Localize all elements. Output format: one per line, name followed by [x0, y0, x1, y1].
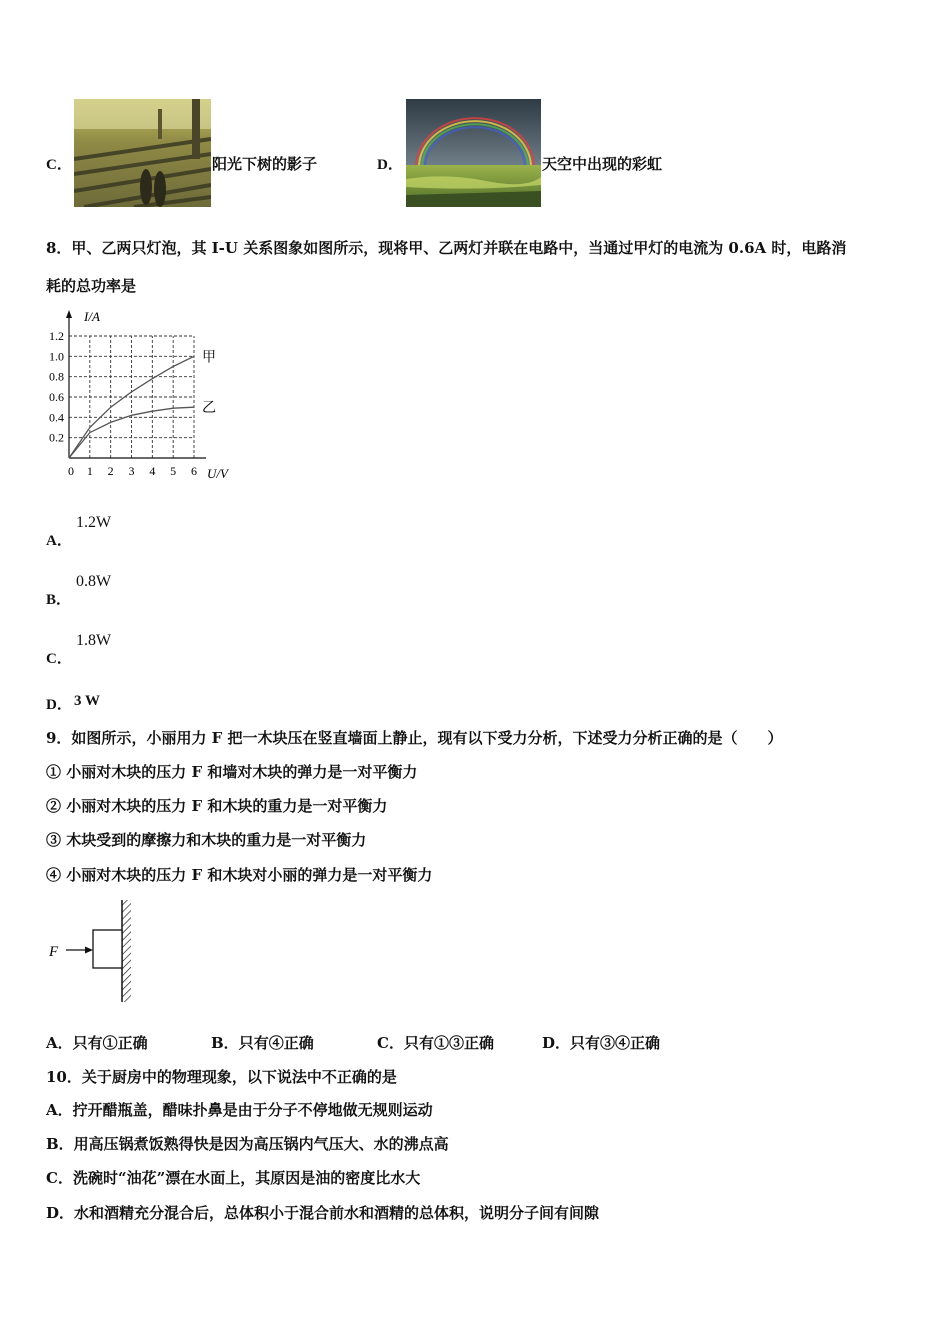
q10-option-c: C．洗碗时“油花”漂在水面上，其原因是油的密度比水大: [46, 1169, 421, 1187]
x-tick-label: 1: [86, 464, 93, 478]
y-tick-label: 0.8: [49, 369, 64, 384]
q9-option-c: C．只有①③正确: [377, 1034, 494, 1052]
q9-stem: 9．如图所示，小丽用力 F 把一木块压在竖直墙面上静止，现有以下受力分析，下述受力分析正确的是（ ）: [46, 729, 783, 747]
x-tick-label: 0: [68, 464, 74, 478]
y-tick-label: 1.0: [49, 349, 64, 364]
q8-option-c-letter: C．: [46, 651, 72, 667]
q9-option-a: A．只有①正确: [46, 1034, 148, 1052]
y-tick-label: 1.2: [49, 329, 64, 343]
q8-option-b-value: 0.8W: [76, 573, 112, 590]
q7-option-c-caption: 阳光下树的影子: [212, 155, 318, 173]
q7-option-d-letter: D．: [377, 157, 403, 173]
series-label-1: 乙: [202, 401, 216, 417]
q10-stem: 10．关于厨房中的物理现象，以下说法中不正确的是: [46, 1068, 397, 1086]
wall-hatching: [122, 900, 131, 1002]
force-label: F: [49, 944, 59, 960]
q8-stem-line2: 耗的总功率是: [46, 277, 137, 295]
wall-block-figure: [44, 898, 144, 1004]
q9-option-b: B．只有④正确: [211, 1034, 314, 1052]
x-tick-label: 2: [107, 464, 114, 478]
iu-graph: [44, 306, 244, 486]
q7-option-d-caption: 天空中出现的彩虹: [542, 155, 663, 173]
force-arrow-head: [85, 947, 93, 954]
q8-option-a-letter: A．: [46, 533, 72, 549]
q10-option-a: A．拧开醋瓶盖，醋味扑鼻是由于分子不停地做无规则运动: [46, 1101, 433, 1119]
x-tick-label: 5: [170, 464, 177, 478]
y-axis-label: I/A: [84, 309, 100, 324]
x-tick-label: 4: [149, 464, 156, 478]
graph-grid: [69, 336, 194, 458]
x-axis-label: U/V: [207, 466, 228, 481]
y-tick-label: 0.4: [49, 410, 64, 425]
q10-option-d: D．水和酒精充分混合后，总体积小于混合前水和酒精的总体积，说明分子间有间隙: [46, 1204, 600, 1222]
wood-block: [93, 930, 122, 968]
y-axis-arrow: [66, 310, 72, 318]
q9-statement-3: ③ 木块受到的摩擦力和木块的重力是一对平衡力: [46, 831, 367, 849]
x-tick-label: 3: [128, 464, 135, 478]
x-tick-label: 6: [191, 464, 197, 478]
q8-option-c-value: 1.8W: [76, 632, 112, 649]
q10-option-b: B．用高压锅煮饭熟得快是因为高压锅内气压大、水的沸点高: [46, 1135, 449, 1153]
q8-option-d-value: 3 W: [74, 693, 100, 709]
y-tick-label: 0.2: [49, 430, 64, 445]
q8-stem-line1: 8．甲、乙两只灯泡，其 I-U 关系图象如图所示，现将甲、乙两灯并联在电路中，当通过甲灯的电流为 0.6A 时，电路消: [46, 239, 847, 257]
q8-option-d-letter: D．: [46, 697, 72, 713]
rainbow-photo: [406, 99, 541, 207]
q9-statement-1: ① 小丽对木块的压力 F 和墙对木块的弹力是一对平衡力: [46, 763, 418, 781]
q9-statement-4: ④ 小丽对木块的压力 F 和木块对小丽的弹力是一对平衡力: [46, 866, 433, 884]
q9-option-d: D．只有③④正确: [542, 1034, 661, 1052]
series-label-0: 甲: [202, 350, 216, 366]
q8-option-b-letter: B．: [46, 592, 72, 608]
y-tick-label: 0.6: [49, 390, 64, 404]
q9-statement-2: ② 小丽对木块的压力 F 和木块的重力是一对平衡力: [46, 797, 388, 815]
q8-option-a-value: 1.2W: [76, 514, 112, 531]
tree-shadow-photo: [74, 99, 211, 207]
q7-option-c-letter: C．: [46, 157, 72, 173]
